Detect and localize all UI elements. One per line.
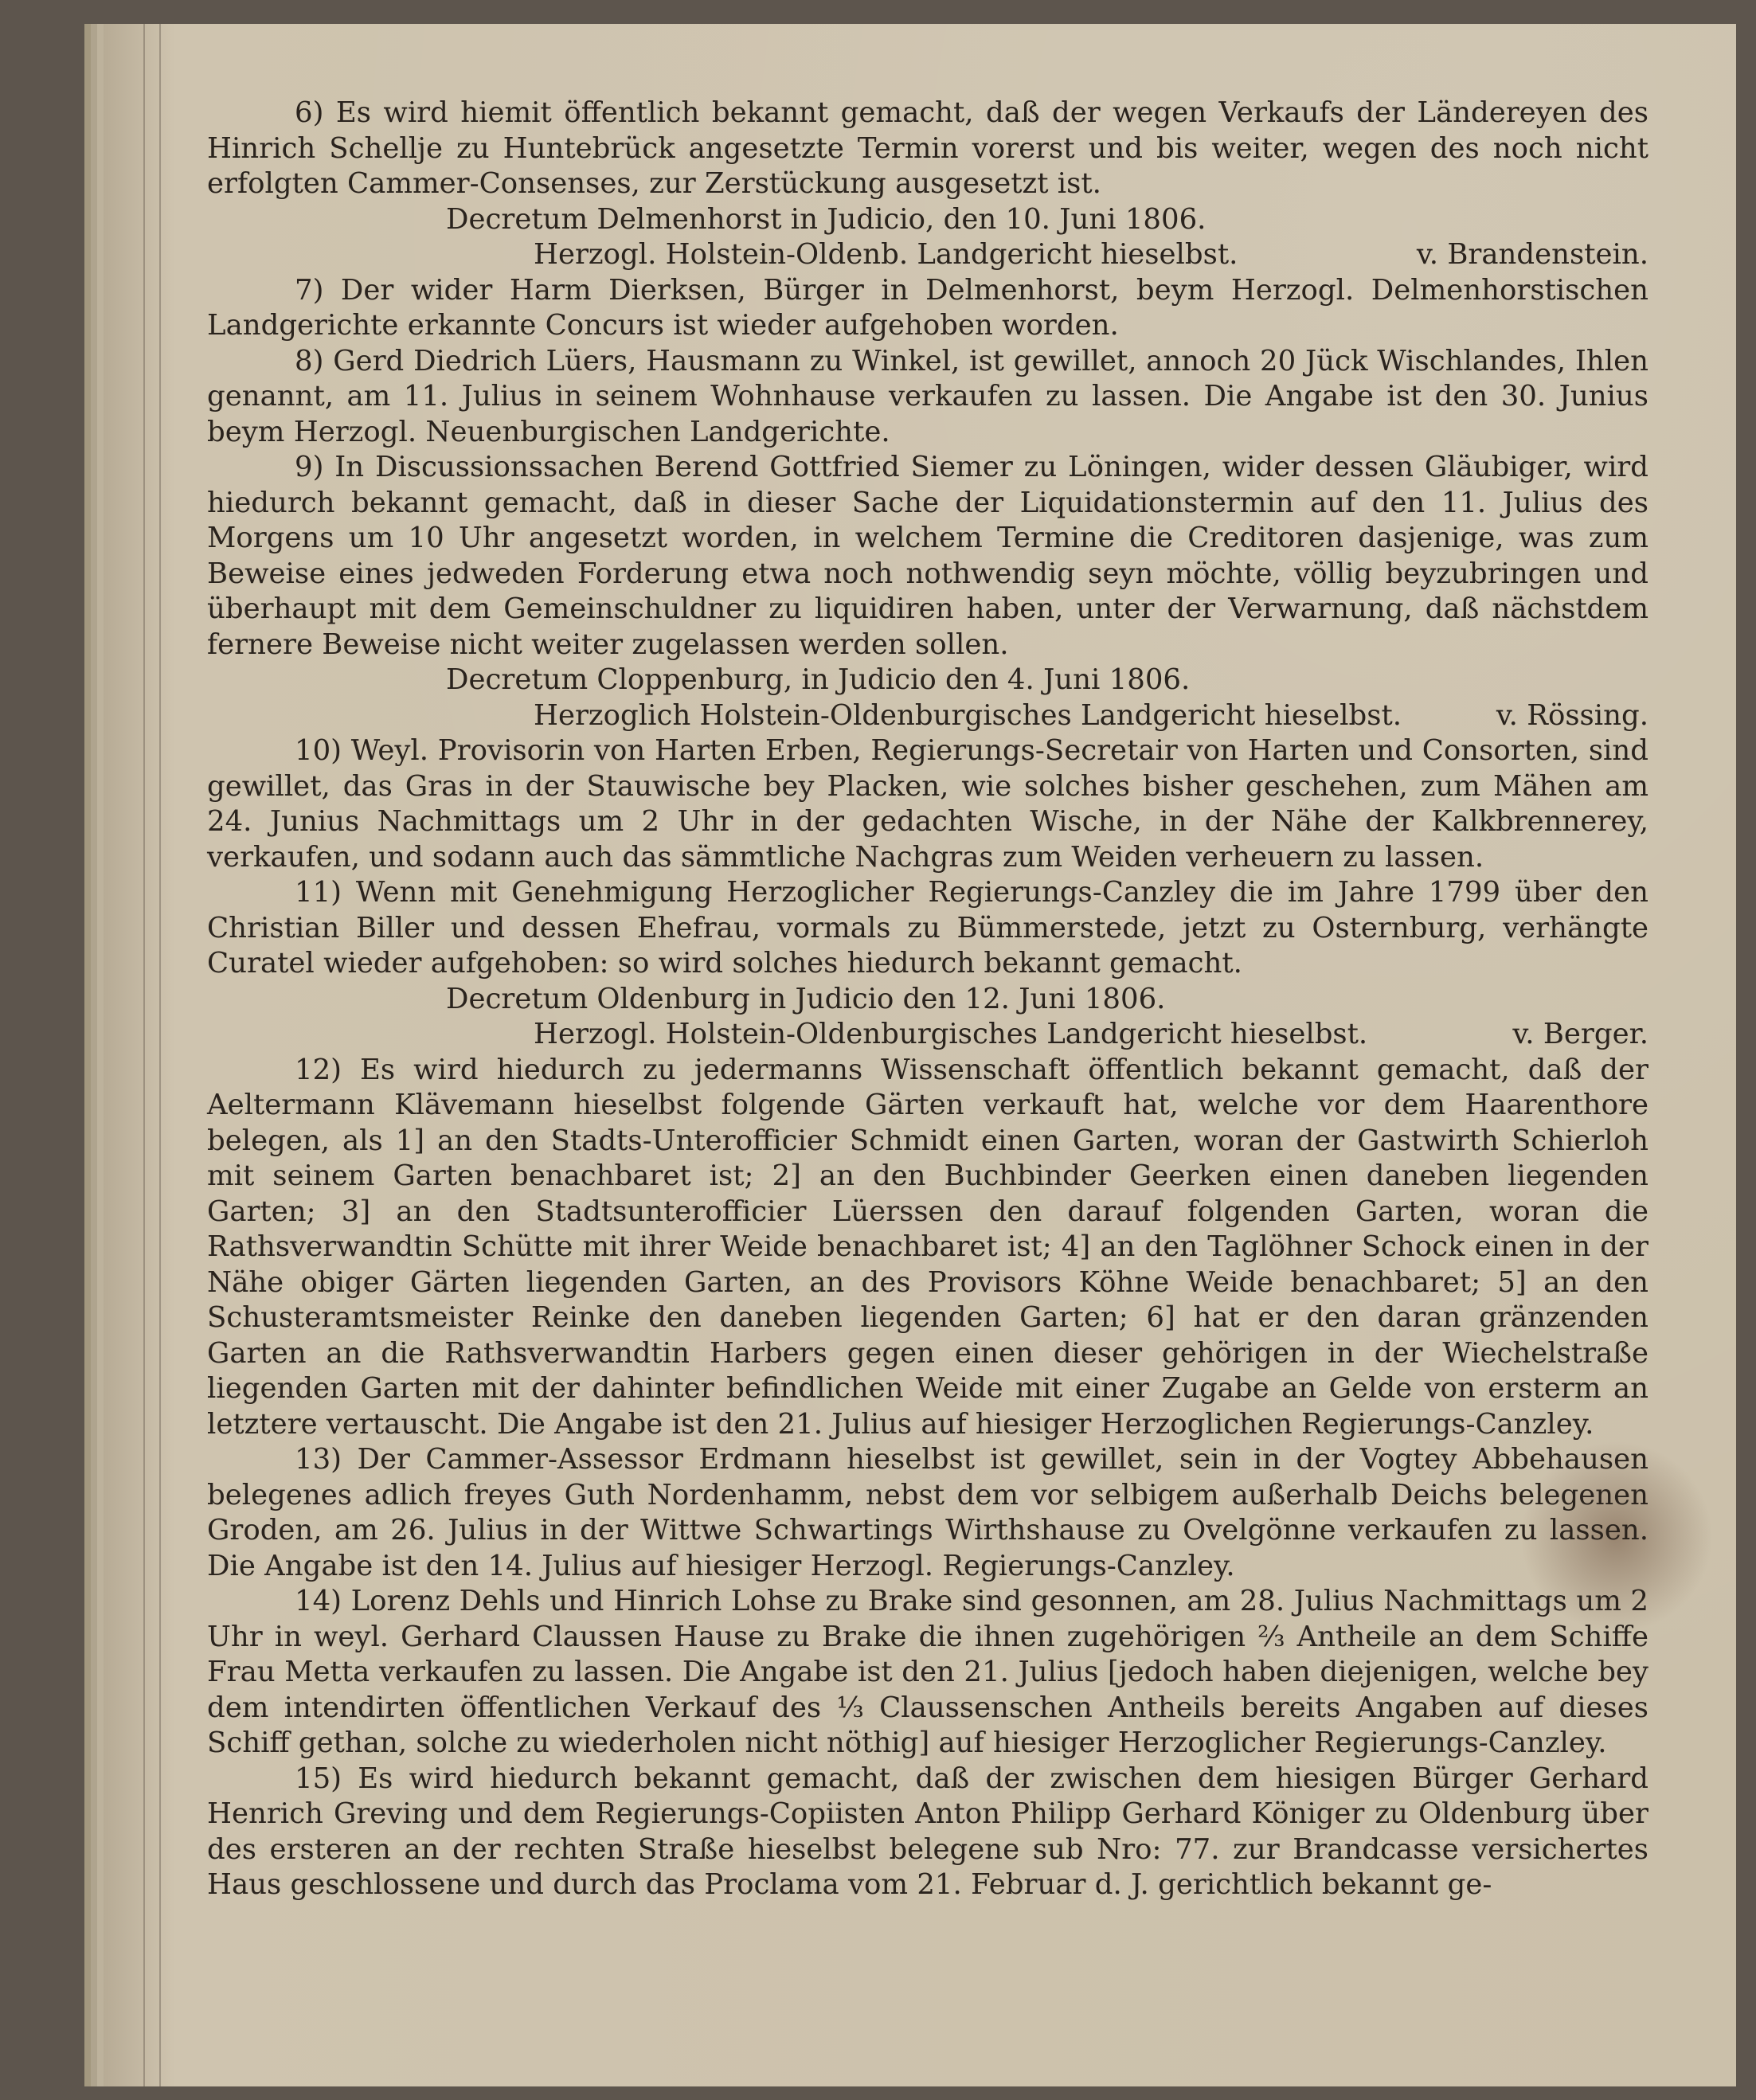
- notice-13: 13) Der Cammer-Assessor Erdmann hieselbst ist gewillet, sein in der Vogtey Abbehausen belegenes adlich freyes Guth Nordenhamm, nebst dem vor selbigem außerhalb Deichs belegenen Groden, am 26. Julius in der Wittwe Schwartings Wirthshause zu Ovelgönne verkaufen zu lassen. Die Angabe ist den 14. Julius auf hiesiger Herzogl. Regierungs-Canzley.: [207, 1443, 1648, 1582]
- notice-11: 11) Wenn mit Genehmigung Herzoglicher Regierungs-Canzley die im Jahre 1799 über den Christian Biller und dessen Ehefrau, vormals zu Bümmerstede, jetzt zu Osternburg, verhängte Curatel wieder aufgehoben: so wird solches hiedurch bekannt gemacht.: [207, 876, 1648, 980]
- signer-name: v. Brandenstein.: [1416, 238, 1648, 271]
- court-name: Herzogl. Holstein-Oldenburgisches Landgericht hieselbst.: [534, 1018, 1368, 1050]
- court-name: Herzogl. Holstein-Oldenb. Landgericht hieselbst.: [534, 238, 1238, 271]
- notice-12: 12) Es wird hiedurch zu jedermanns Wissenschaft öffentlich bekannt gemacht, daß der Aeltermann Klävemann hieselbst folgende Gärten verkauft hat, welche vor dem Haarenthore belegen, als 1] an den Stadts-Unterofficier Schmidt einen Garten, woran der Gastwirth Schierloh mit seinem Garten benachbaret ist; 2] an den Buchbinder Geerken einen daneben liegenden Garten; 3] an den Stadtsunterofficier Lüerssen den darauf folgenden Garten, woran die Rathsverwandtin Schütte mit ihrer Weide benachbaret ist; 4] an den Taglöhner Schock einen in der Nähe obiger Gärten liegenden Garten, an des Provisors Köhne Weide benachbaret; 5] an den Schusteramtsmeister Reinke den daneben liegenden Garten; 6] hat er den daran gränzenden Garten an die Rathsverwandtin Harbers gegen einen dieser gehörigen in der Wiechelstraße liegenden Garten mit der dahinter befindlichen Weide mit einer Zugabe an Gelde von ersterm an letztere vertauscht. Die Angabe ist den 21. Julius auf hiesiger Herzoglichen Regierungs-Canzley.: [207, 1053, 1648, 1441]
- signer-name: v. Rössing.: [1496, 698, 1648, 732]
- page-edge-line: [159, 24, 161, 2086]
- notice-14: 14) Lorenz Dehls und Hinrich Lohse zu Brake sind gesonnen, am 28. Julius Nachmittags um 2 Uhr in weyl. Gerhard Claussen Hause zu Brake die ihnen zugehörigen ⅔ Antheile an dem Schiffe Frau Metta verkaufen zu lassen. Die Angabe ist den 21. Julius [jedoch haben diejenigen, welche bey dem intendirten öffentlichen Verkauf des ⅓ Claussenschen Antheils bereits Angaben auf dieses Schiff gethan, solche zu wiederholen nicht nöthig] auf hiesiger Herzoglicher Regierungs-Canzley.: [207, 1585, 1648, 1759]
- notice-9: 9) In Discussionssachen Berend Gottfried Siemer zu Löningen, wider dessen Gläubiger, wird hiedurch bekannt gemacht, daß in dieser Sache der Liquidationstermin auf den 11. Julius des Morgens um 10 Uhr angesetzt worden, in welchem Termine die Creditoren dasjenige, was zum Beweise eines jedweden Forderung etwa noch nothwendig seyn möchte, völlig beyzubringen und überhaupt mit dem Gemeinschuldner zu liquidiren haben, unter der Verwarnung, daß nächstdem fernere Beweise nicht weiter zugelassen werden sollen.: [207, 451, 1648, 661]
- court-signature-6: [207, 237, 1648, 273]
- signer-name: v. Berger.: [1512, 1018, 1648, 1050]
- notice-6: 6) Es wird hiemit öffentlich bekannt gemacht, daß der wegen Verkaufs der Ländereyen des Hinrich Schellje zu Huntebrück angesetzte Termin vorerst und bis weiter, wegen des noch nicht erfolgten Cammer-Consenses, zur Zerstückung ausgesetzt ist.: [207, 96, 1648, 200]
- court-signature-11: [207, 1017, 1648, 1053]
- page-edge-line: [143, 24, 145, 2086]
- decretum-11: Decretum Oldenburg in Judicio den 12. Juni 1806.: [446, 982, 1166, 1015]
- notice-8: 8) Gerd Diedrich Lüers, Hausmann zu Winkel, ist gewillet, annoch 20 Jück Wischlandes, Ihlen genannt, am 11. Julius in seinem Wohnhause verkaufen zu lassen. Die Angabe ist den 30. Junius beym Herzogl. Neuenburgischen Landgerichte.: [207, 344, 1648, 448]
- notice-7: 7) Der wider Harm Dierksen, Bürger in Delmenhorst, beym Herzogl. Delmenhorstischen Landgerichte erkannte Concurs ist wieder aufgehoben worden.: [207, 273, 1648, 342]
- court-name: Herzoglich Holstein-Oldenburgisches Landgericht hieselbst.: [534, 698, 1402, 732]
- notice-10: 10) Weyl. Provisorin von Harten Erben, Regierungs-Secretair von Harten und Consorten, sind gewillet, das Gras in der Stauwische bey Placken, wie solches bisher geschehen, zum Mähen am 24. Junius Nachmittags um 2 Uhr in der gedachten Wische, in der Nähe der Kalkbrennerey, verkaufen, und sodann auch das sämmtliche Nachgras zum Weiden verheuern zu lassen.: [207, 734, 1648, 874]
- decretum-9: Decretum Cloppenburg, in Judicio den 4. Juni 1806.: [446, 663, 1191, 696]
- notice-15: 15) Es wird hiedurch bekannt gemacht, daß der zwischen dem hiesigen Bürger Gerhard Henrich Greving und dem Regierungs-Copiisten Anton Philipp Gerhard Königer zu Oldenburg über des ersteren an der rechten Straße hieselbst belegene sub Nro: 77. zur Brandcasse versichertes Haus geschlossene und durch das Proclama vom 21. Februar d. J. gerichtlich bekannt ge-: [207, 1762, 1648, 1901]
- court-signature-9: [207, 698, 1648, 734]
- decretum-6: Decretum Delmenhorst in Judicio, den 10. Juni 1806.: [446, 202, 1207, 236]
- page-text: [207, 96, 1648, 1903]
